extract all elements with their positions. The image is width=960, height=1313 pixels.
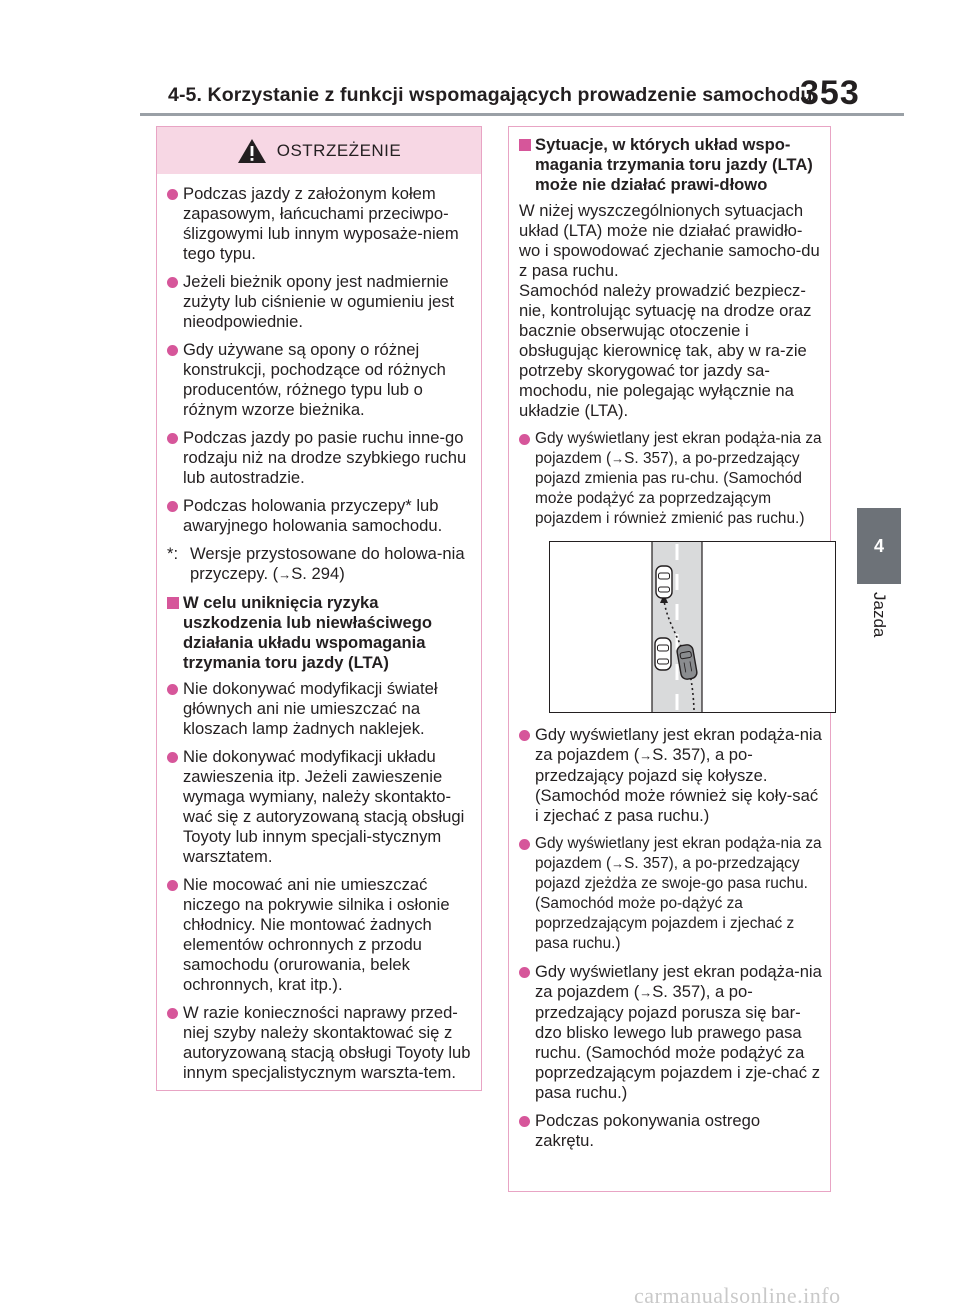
info-bullet: Gdy wyświetlany jest ekran podąża-nia za pojazdem (→S. 357), a po-przedzający pojazd porusza się bar-dzo blisko lewego lub prawego pasa ruchu. (Samochód może podążyć za poprzedzającym pojazdem i zje-chać z pasa ruchu.) (519, 962, 822, 1103)
page-number: 353 (800, 74, 860, 112)
warning-bullet: Nie mocować ani nie umieszczać niczego na pokrywie silnika i osłonie chłodnicy. Nie montować żadnych elementów ochronnych z przodu samochodu (orurowania, belek ochronnych, krat itp.). (167, 875, 473, 995)
warning-content (157, 174, 481, 1083)
section-title: 4-5. Korzystanie z funkcji wspomagających prowadzenie samochodu (168, 84, 813, 106)
arrow-icon: → (639, 748, 653, 763)
page-reference-link[interactable]: S. 357), a po-przedzający pojazd porusza się bar-dzo blisko lewego lub prawego pasa ruchu. (Samochód może podążyć za poprzedzającym pojazdem i zje-chać z pasa ruchu.) (535, 982, 820, 1102)
intro-text: W niżej wyszczególnionych sytuacjach układ (LTA) może nie działać prawidło-wo i spowodować zjechanie samocho-du z pasa ruchu. (519, 201, 820, 280)
warning-bullet: Nie dokonywać modyfikacji świateł głównych ani nie umieszczać na kloszach lamp żadnych naklejek. (167, 679, 473, 739)
page-reference-link[interactable]: S. 294) (291, 564, 345, 583)
info-bullet: Gdy wyświetlany jest ekran podąża-nia za pojazdem (→S. 357), a po-przedzający pojazd zjeżdża ze swoje-go pasa ruchu. (Samochód może po-dążyć za poprzedzającym pojazdem i zjechać z pasa ruchu.) (519, 834, 822, 954)
arrow-icon: → (611, 856, 625, 871)
warning-header (157, 127, 481, 174)
info-bullet: Gdy wyświetlany jest ekran podąża-nia za pojazdem (→S. 357), a po-przedzający pojazd zmienia pas ru-chu. (Samochód może podążyć za poprzedzającym pojazdem i również zmienić pas ruchu.) (519, 429, 822, 529)
chapter-tab[interactable]: 4 (857, 508, 901, 584)
chapter-label: Jazda (870, 592, 889, 638)
warning-box (156, 126, 482, 1091)
info-box (508, 126, 831, 1192)
warning-bullet: Podczas jazdy z założonym kołem zapasowym, łańcuchami przeciwpo-ślizgowymi lub innym wyposaże-niem tego typu. (167, 184, 473, 264)
warning-triangle-icon (237, 138, 267, 164)
info-bullet: Gdy wyświetlany jest ekran podąża-nia za pojazdem (→S. 357), a po-przedzający pojazd się kołysze. (Samochód może również się koły-sać i zjechać z pasa ruchu.) (519, 725, 822, 826)
warning-title: OSTRZEŻENIE (276, 140, 402, 160)
footnote (167, 544, 473, 585)
warning-bullet: Podczas holowania przyczepy* lub awaryjnego holowania samochodu. (167, 496, 473, 536)
warning-bullet: Nie dokonywać modyfikacji układu zawieszenia itp. Jeżeli zawieszenie wymaga wymiany, należy skontakto-wać się z autoryzowaną stacją obsługi Toyoty lub innym specjali-stycznym warsztatem. (167, 747, 473, 867)
info-bullet: Podczas pokonywania ostrego zakrętu. (519, 1111, 822, 1151)
watermark: carmanualsonline.info (634, 1283, 841, 1308)
warning-bullet: W razie konieczności naprawy przed-niej szyby należy skontaktować się z autoryzowaną stacją obsługi Toyoty lub innym specjalistycznym warszta-tem. (167, 1003, 473, 1083)
page-reference-link[interactable]: S. 357), a po-przedzający pojazd się kołysze. (Samochód może również się koły-sać i zjechać z pasa ruchu.) (535, 745, 819, 825)
section-heading: W celu uniknięcia ryzyka uszkodzenia lub niewłaściwego działania układu wspomagania trzymania toru jazdy (LTA) (167, 593, 473, 673)
warning-bullet: Podczas jazdy po pasie ruchu inne-go rodzaju niż na drodze szybkiego ruchu lub autostradzie. (167, 428, 473, 488)
section-heading: Sytuacje, w których układ wspo-magania trzymania toru jazdy (LTA) może nie działać prawi-dłowo (519, 135, 822, 195)
footnote-mark: *: (167, 544, 179, 563)
warning-bullet: Gdy używane są opony o różnej konstrukcji, pochodzące od różnych producentów, różnego typu lub o różnym wzorze bieżnika. (167, 340, 473, 420)
warning-bullet: Jeżeli bieżnik opony jest nadmiernie zużyty lub ciśnienie w ogumieniu jest nieodpowiednie. (167, 272, 473, 332)
header-rule (140, 113, 904, 116)
arrow-icon: → (611, 451, 625, 466)
arrow-icon: → (639, 985, 653, 1000)
info-content (509, 127, 830, 1151)
arrow-icon: → (278, 567, 292, 582)
intro-text: Samochód należy prowadzić bezpiecz-nie, kontrolując sytuację na drodze oraz bacznie obserwując otoczenie i obsługując kierownicę tak, aby w ra-zie potrzeby skorygować tor jazdy sa-mochodu, nie polegając wyłącznie na układzie (LTA). (519, 281, 812, 420)
lane-change-illustration (549, 541, 836, 713)
page-reference-link[interactable]: S. 357), a po-przedzający pojazd zmienia pas ru-chu. (Samochód może podążyć za poprzedzającym pojazdem i również zmienić pas ruchu.) (535, 450, 805, 527)
footnote-text: Wersje przystosowane do holowa-nia przyczepy. ( (190, 544, 465, 583)
page-reference-link[interactable]: S. 357), a po-przedzający pojazd zjeżdża ze swoje-go pasa ruchu. (Samochód może po-dążyć za poprzedzającym pojazdem i zjechać z pasa ruchu.) (535, 855, 808, 952)
